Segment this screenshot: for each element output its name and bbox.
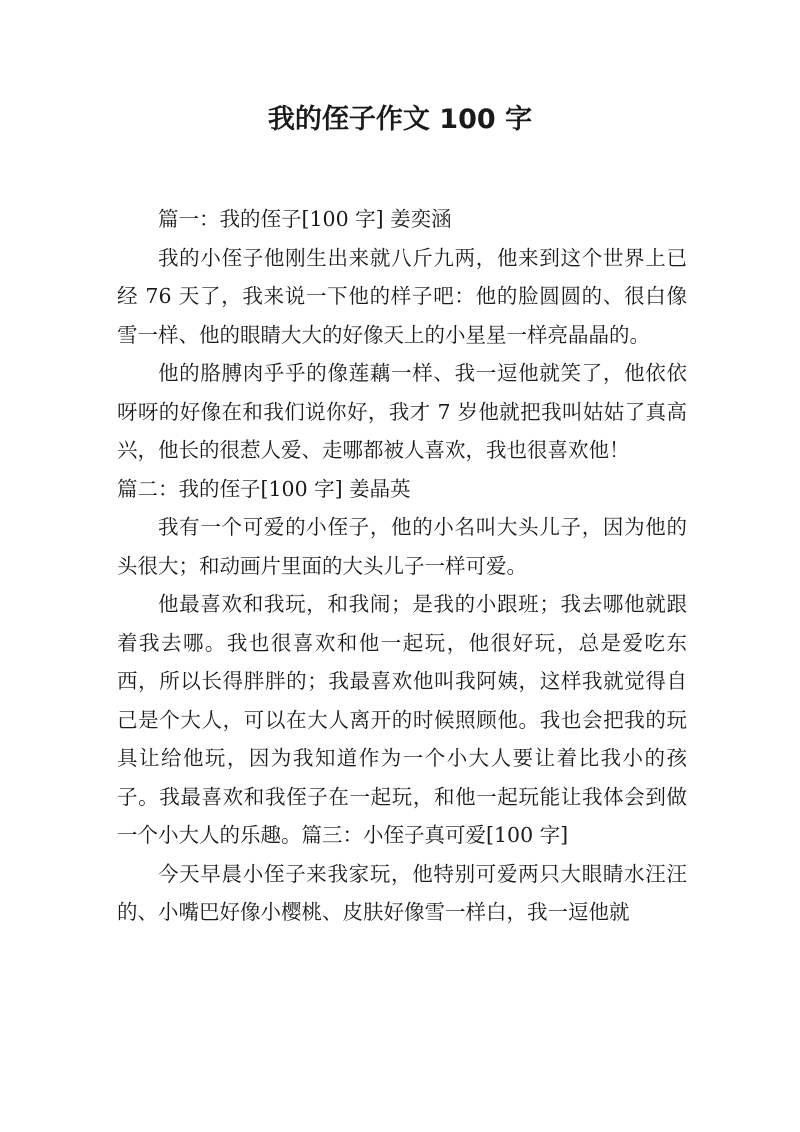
paragraph: 我的小侄子他刚生出来就八斤九两，他来到这个世界上已经 76 天了，我来说一下他的样子吧：他的脸圆圆的、很白像雪一样、他的眼睛大大的好像天上的小星星一样亮晶晶的。 [117,245,687,347]
document-title: 我的侄子作文 100 字 [267,104,533,135]
section-heading-1: 篇一：我的侄子[100 字] 姜奕涵 [158,207,452,231]
paragraph: 今天早晨小侄子来我家玩，他特别可爱两只大眼睛水汪汪的、小嘴巴好像小樱桃、皮肤好像雪一样白，我一逗他就 [117,861,687,924]
section-heading-2: 篇二：我的侄子[100 字] 姜晶英 [117,476,411,501]
document-body [117,200,687,932]
paragraph: 他的胳膊肉乎乎的像莲藕一样、我一逗他就笑了，他依依呀呀的好像在和我们说你好，我才 7 岁他就把我叫姑姑了真高兴，他长的很惹人爱、走哪都被人喜欢，我也很喜欢他！ [117,361,687,462]
paragraph: 他最喜欢和我玩，和我闹；是我的小跟班；我去哪他就跟着我去哪。我也很喜欢和他一起玩，他很好玩，总是爱吃东西，所以长得胖胖的；我最喜欢他叫我阿姨，这样我就觉得自己是个大人，可以在大人离开的时候照顾他。我也会把我的玩具让给他玩，因为我知道作为一个小大人要让着比我小的孩子。我最喜欢和我侄子在一起玩，和他一起玩能让我体会到做一个小大人的乐趣。篇三：小侄子真可爱[100 字] [117,592,687,847]
paragraph: 我有一个可爱的小侄子，他的小名叫大头儿子，因为他的头很大；和动画片里面的大头儿子一样可爱。 [117,515,687,578]
